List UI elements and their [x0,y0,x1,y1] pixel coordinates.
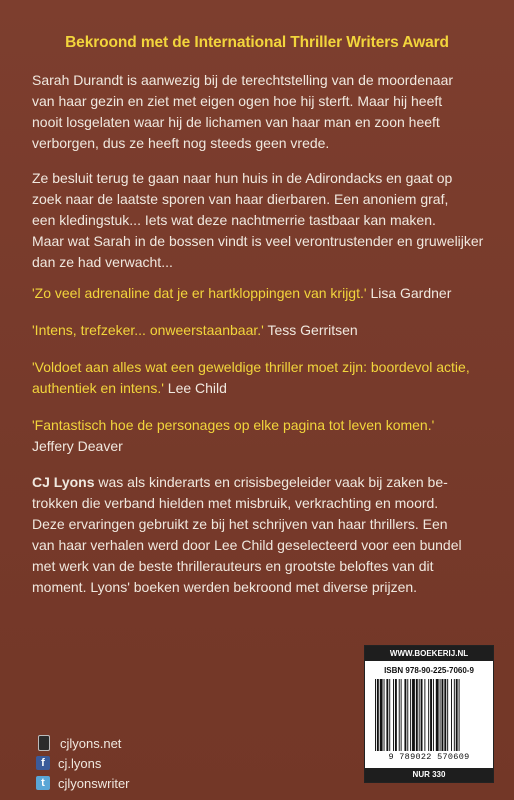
barcode-bar [433,679,434,751]
barcode-image [375,679,485,751]
quote-text: 'Zo veel adrenaline dat je er hartkloppingen van krijgt.' [32,285,367,301]
barcode-bar [419,679,420,751]
text-line: verborgen, dus ze heeft nog steeds geen vrede. [32,135,330,151]
barcode-bar [404,679,406,751]
barcode-bar [428,679,429,751]
social-link-facebook[interactable] [36,753,130,773]
text-line: Sarah Durandt is aanwezig bij de terechtstelling van de moordenaar [32,72,454,88]
text-line: Ze besluit terug te gaan naar hun huis in de Adirondacks en gaat op [32,170,453,186]
text-line: met werk van de beste thrillerauteurs en grootste beloftes van dit [32,558,434,574]
award-headline: Bekroond met de International Thriller Writers Award [65,34,449,51]
barcode-bar [386,679,388,751]
synopsis-paragraph-2 [32,168,492,273]
barcode-bar [407,679,408,751]
text-line: dan ze had verwacht... [32,254,173,270]
quote-text: 'Fantastisch hoe de personages op elke pagina tot leven komen.' [32,417,435,433]
text-line: Maar wat Sarah in de bossen vindt is veel verontrustender en gruwelijker [32,233,484,249]
review-quote-2 [32,320,492,341]
text-line: Deze ervaringen gebruikt ze bij het schrijven van haar thrillers. Een [32,516,448,532]
text-line: was als kinderarts en crisisbegeleider vaak bij zaken be- [94,474,448,490]
barcode-bar [375,679,376,751]
barcode-bar [401,679,402,751]
barcode-bar [389,679,390,751]
barcode-bar [430,679,432,751]
publisher-website: WWW.BOEKERIJ.NL [365,646,493,661]
text-line: moment. Lyons' boeken werden bekroond met diverse prijzen. [32,579,418,595]
barcode-bar [447,679,448,751]
barcode-bar [459,679,460,751]
nur-code: NUR 330 [365,768,493,782]
quote-text: authentiek en intens.' [32,380,164,396]
barcode-bar [399,679,400,751]
text-line: zoek naar de laatste sporen van haar dierbaren. Een anoniem graf, [32,191,449,207]
text-line: nooit losgelaten waar hij de lichamen van haar man en zoon heeft [32,114,440,130]
barcode-digits: 9 789022 570609 [388,752,470,762]
barcode-bar [380,679,383,751]
quote-text: 'Voldoet aan alles wat een geweldige thriller moet zijn: boordevol actie, [32,359,470,375]
author-bio [32,472,492,598]
quote-author: Tess Gerritsen [267,322,358,338]
social-link-website[interactable] [36,733,130,753]
text-line: trokken die verband hielden met misbruik, verkrachting en moord. [32,495,439,511]
barcode-bar [410,679,411,751]
barcode-bar [393,679,394,751]
barcode-bar [454,679,455,751]
barcode-bar [421,679,423,751]
barcode-bar [412,679,415,751]
social-label: cjlyons.net [60,735,122,751]
barcode-bar [395,679,397,751]
text-line: van haar gezin en ziet met eigen ogen hoe hij sterft. Maar hij heeft [32,93,443,109]
social-links [36,733,130,793]
barcode-bar [377,679,379,751]
barcode-bar [442,679,444,751]
twitter-icon: t [36,776,50,790]
barcode-bar [384,679,385,751]
quote-author: Lee Child [167,380,227,396]
social-label: cjlyonswriter [58,775,130,791]
barcode-bar [436,679,439,751]
quote-text: 'Intens, trefzeker... onweerstaanbaar.' [32,322,264,338]
review-quote-4 [32,415,492,457]
author-name: CJ Lyons [32,474,95,490]
phone-icon [38,735,50,751]
social-label: cj.lyons [58,755,102,771]
review-quote-1 [32,283,492,304]
quote-author: Jeffery Deaver [32,438,123,454]
barcode-bar [456,679,458,751]
quote-author: Lisa Gardner [370,285,452,301]
barcode-panel [364,645,494,783]
text-line: van haar verhalen werd door Lee Child geselecteerd voor een bundel [32,537,462,553]
text-line: een kledingstuk... Iets wat deze nachtmerrie tastbaar kan maken. [32,212,436,228]
barcode-bar [424,679,425,751]
synopsis-paragraph-1 [32,70,492,154]
barcode-bar [440,679,441,751]
barcode-bar [451,679,452,751]
barcode-bar [416,679,418,751]
facebook-icon: f [36,756,50,770]
isbn-label: ISBN 978-90-225-7060-9 [384,666,474,675]
social-link-twitter[interactable] [36,773,130,793]
review-quote-3 [32,357,492,399]
barcode-bar [444,679,446,751]
